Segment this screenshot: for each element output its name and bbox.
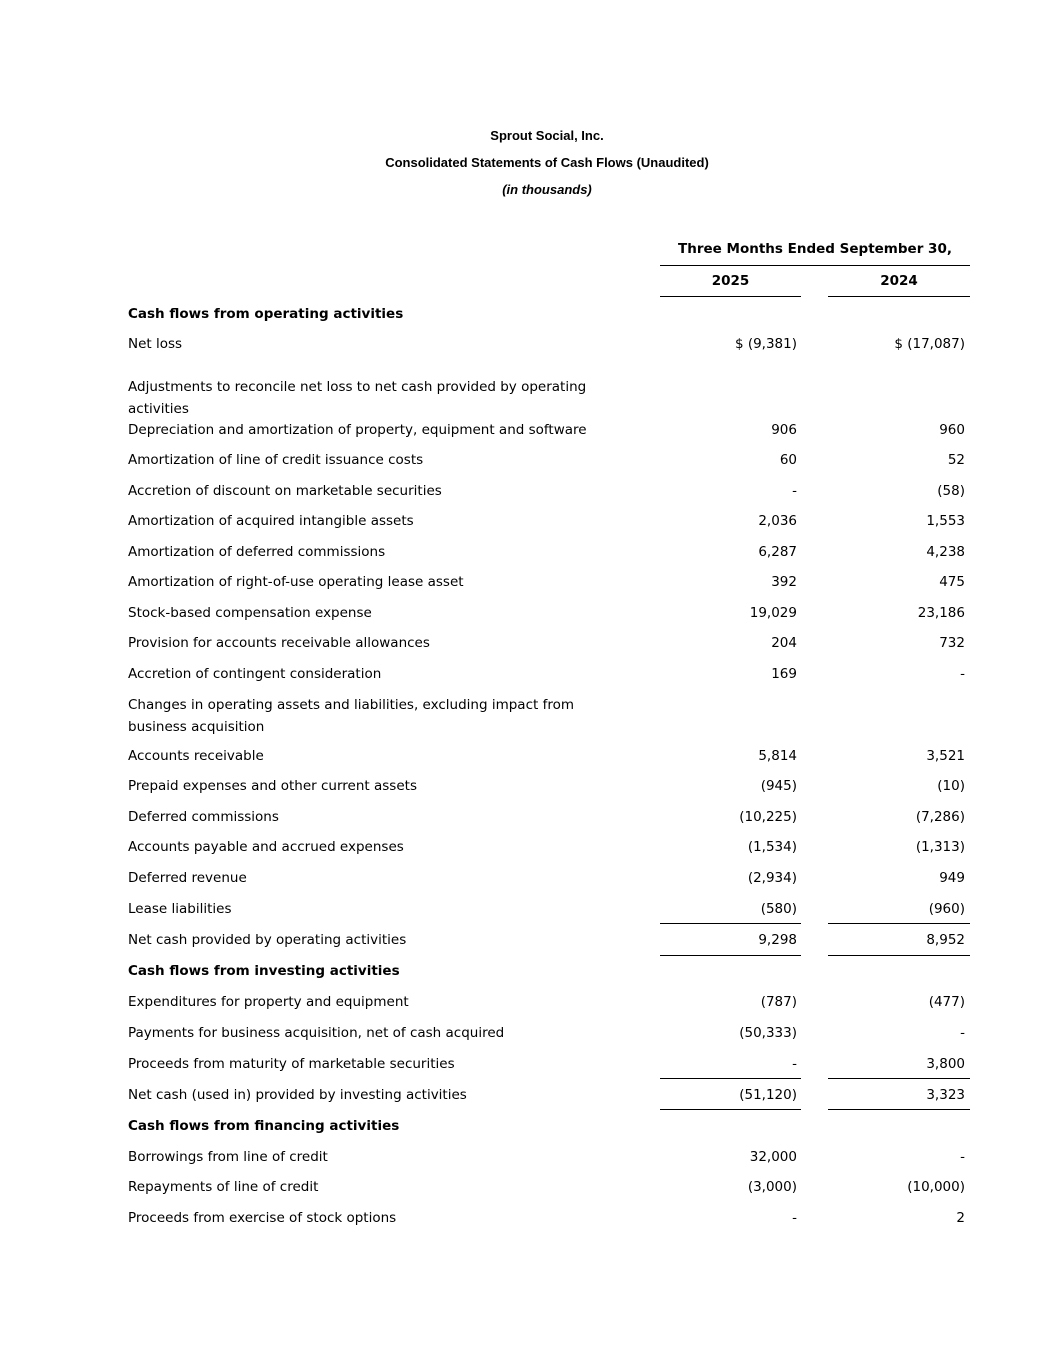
year-2025-header: 2025 (711, 273, 750, 289)
year-2025-underline (660, 296, 801, 297)
table-row (0, 806, 1055, 830)
value-2024: (477) (928, 994, 965, 1010)
value-2024: (10) (937, 778, 965, 794)
value-2024: (1,313) (915, 839, 965, 855)
table-row (0, 602, 1055, 626)
table-row (0, 694, 1055, 735)
value-2024: 23,186 (917, 605, 965, 621)
total-rule-line (660, 1109, 801, 1110)
table-row (0, 1022, 1055, 1046)
table-row (0, 929, 1055, 953)
table-row (0, 960, 1055, 984)
row-label: Proceeds from exercise of stock options (128, 1210, 397, 1226)
value-2024: - (960, 1149, 965, 1165)
value-2024: 52 (947, 452, 965, 468)
value-2024: 3,800 (926, 1056, 965, 1072)
table-row (0, 775, 1055, 799)
company-name: Sprout Social, Inc. (490, 128, 604, 143)
total-rule-line (660, 955, 801, 956)
value-2025: 169 (771, 666, 797, 682)
value-2025: 32,000 (749, 1149, 797, 1165)
value-2024: 3,323 (926, 1087, 965, 1103)
row-label: Amortization of right-of-use operating lease asset (128, 574, 464, 590)
row-label: Payments for business acquisition, net of cash acquired (128, 1025, 505, 1041)
value-2024: - (960, 1025, 965, 1041)
table-row (0, 1176, 1055, 1200)
table-row (0, 1207, 1055, 1231)
table-row (0, 333, 1055, 357)
total-rule-line (828, 1078, 970, 1079)
value-2025: (10,225) (739, 809, 797, 825)
value-2024: 3,521 (926, 748, 965, 764)
table-row (0, 836, 1055, 860)
table-row (0, 1053, 1055, 1077)
value-2025: 2,036 (758, 513, 797, 529)
table-row (0, 1115, 1055, 1139)
table-row (0, 632, 1055, 656)
row-label: Provision for accounts receivable allowances (128, 635, 430, 651)
table-row (0, 510, 1055, 534)
row-label: Deferred commissions (128, 809, 279, 825)
table-row (0, 419, 1055, 443)
total-rule-line (828, 923, 970, 924)
value-2024: 960 (939, 422, 965, 438)
value-2025: - (792, 1210, 797, 1226)
value-2025: 9,298 (758, 932, 797, 948)
value-2025: (787) (760, 994, 797, 1010)
table-row (0, 449, 1055, 473)
value-2025: 6,287 (758, 544, 797, 560)
row-label: Accretion of discount on marketable securities (128, 483, 442, 499)
value-2024: $ (17,087) (894, 336, 965, 352)
row-label: Prepaid expenses and other current assets (128, 778, 417, 794)
row-label: Borrowings from line of credit (128, 1149, 328, 1165)
table-row (0, 480, 1055, 504)
value-2025: 906 (771, 422, 797, 438)
row-label: Adjustments to reconcile net loss to net cash provided by operating activities (128, 379, 587, 417)
row-label: Amortization of line of credit issuance costs (128, 452, 424, 468)
value-2025: (51,120) (739, 1087, 797, 1103)
table-row (0, 571, 1055, 595)
year-2024-underline (828, 296, 970, 297)
value-2024: (10,000) (907, 1179, 965, 1195)
total-rule-line (660, 1078, 801, 1079)
value-2025: (945) (760, 778, 797, 794)
period-underline (660, 265, 970, 266)
table-row (0, 867, 1055, 891)
table-row (0, 898, 1055, 922)
value-2024: (58) (937, 483, 965, 499)
section-heading: Cash flows from financing activities (128, 1118, 400, 1134)
total-rule-line (660, 923, 801, 924)
table-row (0, 1084, 1055, 1108)
value-2025: 60 (779, 452, 797, 468)
table-row (0, 303, 1055, 327)
table-row (0, 376, 1055, 417)
row-label: Expenditures for property and equipment (128, 994, 409, 1010)
row-label: Lease liabilities (128, 901, 232, 917)
value-2025: - (792, 1056, 797, 1072)
value-2024: 2 (956, 1210, 965, 1226)
total-rule-line (828, 1109, 970, 1110)
table-row (0, 663, 1055, 687)
row-label: Net loss (128, 336, 183, 352)
table-row (0, 1146, 1055, 1170)
value-2025: (2,934) (747, 870, 797, 886)
row-label: Deferred revenue (128, 870, 247, 886)
total-rule-line (828, 955, 970, 956)
value-2025: (580) (760, 901, 797, 917)
section-heading: Cash flows from operating activities (128, 306, 404, 322)
value-2025: - (792, 483, 797, 499)
row-label: Accretion of contingent consideration (128, 666, 382, 682)
row-label: Accounts receivable (128, 748, 264, 764)
statement-title: Consolidated Statements of Cash Flows (Unaudited) (385, 155, 709, 170)
value-2025: (3,000) (747, 1179, 797, 1195)
value-2024: 732 (939, 635, 965, 651)
value-2025: $ (9,381) (734, 336, 797, 352)
value-2024: 8,952 (926, 932, 965, 948)
value-2024: (7,286) (915, 809, 965, 825)
value-2024: 1,553 (926, 513, 965, 529)
row-label: Net cash provided by operating activities (128, 932, 407, 948)
row-label: Accounts payable and accrued expenses (128, 839, 404, 855)
section-heading: Cash flows from investing activities (128, 963, 400, 979)
table-row (0, 991, 1055, 1015)
row-label: Depreciation and amortization of property, equipment and software (128, 422, 587, 438)
value-2024: 475 (939, 574, 965, 590)
year-2024-header: 2024 (880, 273, 918, 289)
units-note: (in thousands) (502, 182, 592, 197)
table-row (0, 745, 1055, 769)
value-2025: 204 (771, 635, 797, 651)
value-2024: 4,238 (926, 544, 965, 560)
value-2024: 949 (939, 870, 965, 886)
value-2025: 5,814 (758, 748, 797, 764)
period-header: Three Months Ended September 30, (678, 241, 952, 257)
value-2025: (50,333) (739, 1025, 797, 1041)
value-2025: 392 (771, 574, 797, 590)
value-2024: - (960, 666, 965, 682)
row-label: Proceeds from maturity of marketable securities (128, 1056, 455, 1072)
value-2025: 19,029 (749, 605, 797, 621)
row-label: Stock-based compensation expense (128, 605, 372, 621)
row-label: Amortization of deferred commissions (128, 544, 386, 560)
value-2024: (960) (928, 901, 965, 917)
row-label: Repayments of line of credit (128, 1179, 319, 1195)
row-label: Changes in operating assets and liabilities, excluding impact from business acquisition (128, 697, 574, 735)
row-label: Net cash (used in) provided by investing activities (128, 1087, 467, 1103)
value-2025: (1,534) (747, 839, 797, 855)
table-row (0, 541, 1055, 565)
row-label: Amortization of acquired intangible assets (128, 513, 414, 529)
